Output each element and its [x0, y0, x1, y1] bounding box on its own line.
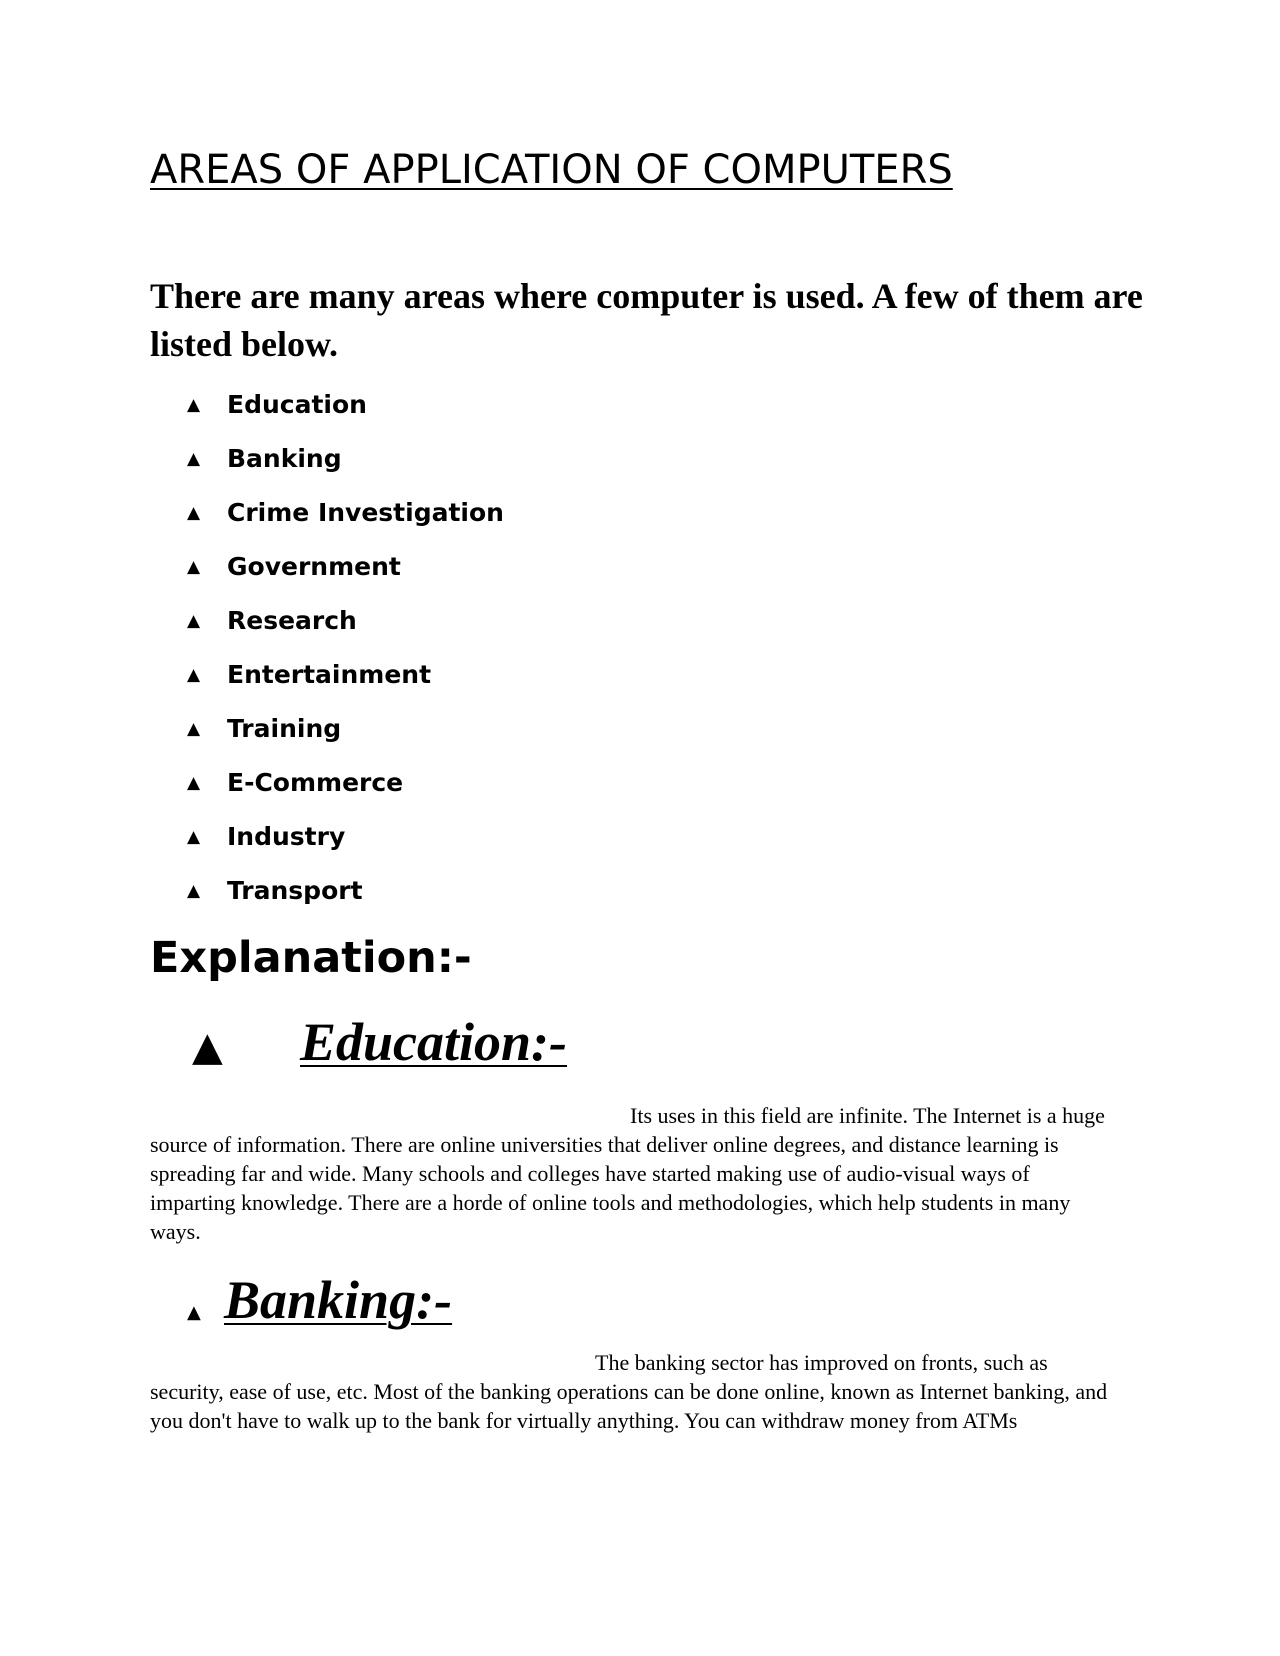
list-item [150, 810, 850, 864]
list-item-label: E-Commerce [227, 768, 404, 797]
triangle-bullet-icon: ▲ [187, 449, 201, 469]
triangle-bullet-icon: ▲ [187, 719, 201, 739]
list-item-label: Transport [227, 876, 363, 905]
triangle-bullet-icon: ▲ [187, 773, 201, 793]
list-item-label: Crime Investigation [227, 498, 504, 527]
triangle-bullet-icon: ▲ [192, 1024, 223, 1070]
list-item [150, 864, 850, 918]
list-item-label: Banking [227, 444, 342, 473]
list-item [150, 702, 850, 756]
list-item [150, 540, 850, 594]
list-item [150, 486, 850, 540]
list-item-label: Education [227, 390, 367, 419]
list-item-label: Research [227, 606, 357, 635]
triangle-bullet-icon: ▲ [187, 665, 201, 685]
section-body-education: Its uses in this field are infinite. The Internet is a huge source of information. There are online universities that deliver online degrees, and distance learning is spreading far and wide. Many schools and colleges have started making use of audio-visual ways of imparting knowledge. There are a horde of online tools and methodologies, which help students in many ways. [150, 1103, 1105, 1244]
list-item [150, 756, 850, 810]
list-item [150, 378, 850, 432]
document-title: AREAS OF APPLICATION OF COMPUTERS [150, 147, 953, 193]
triangle-bullet-icon: ▲ [187, 827, 201, 847]
list-item-label: Government [227, 552, 401, 581]
section-title: Education:- [300, 1012, 568, 1072]
section-heading-education [150, 1010, 567, 1074]
triangle-bullet-icon: ▲ [187, 395, 201, 415]
areas-list [150, 378, 850, 918]
list-item [150, 648, 850, 702]
triangle-bullet-icon: ▲ [187, 1302, 201, 1323]
triangle-bullet-icon: ▲ [187, 557, 201, 577]
list-item [150, 432, 850, 486]
section-title: Banking:- [224, 1270, 453, 1330]
list-item-label: Entertainment [227, 660, 432, 689]
section-body-banking: The banking sector has improved on fronts, such as security, ease of use, etc. Most of the banking operations can be done online, known as Internet banking, and you don't have to walk up to the bank for virtually anything. You can withdraw money from ATMs [150, 1350, 1108, 1433]
triangle-bullet-icon: ▲ [187, 503, 201, 523]
intro-paragraph: There are many areas where computer is used. A few of them are listed below. [150, 276, 1143, 364]
list-item-label: Training [227, 714, 342, 743]
list-item [150, 594, 850, 648]
explanation-heading: Explanation:- [150, 933, 472, 983]
triangle-bullet-icon: ▲ [187, 881, 201, 901]
triangle-bullet-icon: ▲ [187, 611, 201, 631]
section-heading-banking [150, 1268, 452, 1332]
list-item-label: Industry [227, 822, 346, 851]
